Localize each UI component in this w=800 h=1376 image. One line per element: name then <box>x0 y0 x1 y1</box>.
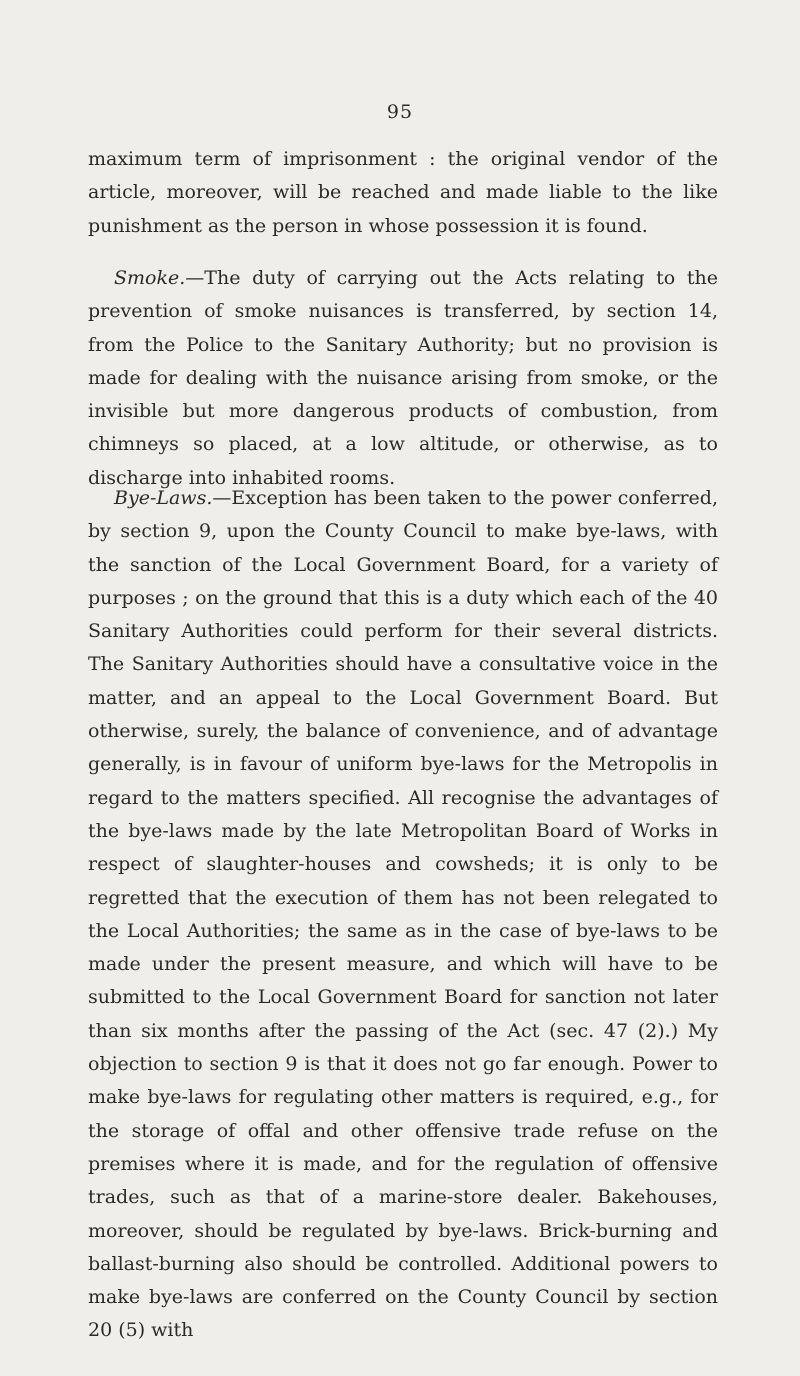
paragraph-smoke <box>88 262 718 495</box>
paragraph-bye-laws-body <box>88 482 718 1348</box>
paragraph-continuation <box>88 143 718 243</box>
paragraph-smoke-text: —The duty of carrying out the Acts relating to the prevention of smoke nuisances is transferred, by section 14, from the Police to the Sanitary Authority; but no provision is made for dealing with the nuisance arising from smoke, or the invisible but more dangerous products of combustion, from chimneys so placed, at a low altitude, or otherwise, as to discharge into inhabited rooms. <box>88 267 718 489</box>
page-number: 95 <box>386 101 414 123</box>
section-heading-bye-laws: Bye-Laws. <box>114 487 213 509</box>
paragraph-bye-laws <box>88 482 718 1348</box>
paragraph-bye-laws-text: —Exception has been taken to the power conferred, by section 9, upon the County Council to make bye-laws, with the sanction of the Local Government Board, for a variety of purposes ; on the ground that this is a duty which each of the 40 Sanitary Authorities could perform for their several districts. The Sanitary Authorities should have a consultative voice in the matter, and an appeal to the Local Government Board. But otherwise, surely, the balance of convenience, and of advantage generally, is in favour of uniform bye-laws for the Metropolis in regard to the matters specified. All recognise the advantages of the bye-laws made by the late Metropolitan Board of Works in respect of slaughter-houses and cowsheds; it is only to be regretted that the execution of them has not been relegated to the Local Authorities; the same as in the case of bye-laws to be made under the present measure, and which will have to be submitted to the Local Government Board for sanction not later than six months after the passing of the Act (sec. 47 (2).) My objection to section 9 is that it does not go far enough. Power to make bye-laws for regulating other matters is required, e.g., for the storage of offal and other offensive trade refuse on the premises where it is made, and for the regulation of offensive trades, such as that of a marine-store dealer. Bakehouses, moreover, should be regulated by bye-laws. Brick-burning and ballast-burning also should be controlled. Additional powers to make bye-laws are conferred on the County Council by section 20 (5) with <box>88 487 718 1342</box>
section-heading-smoke: Smoke. <box>114 267 186 289</box>
paragraph-text: maximum term of imprisonment : the original vendor of the article, moreover, will be reached and made liable to the like punishment as the person in whose possession it is found. <box>88 148 718 237</box>
paragraph-smoke-body <box>88 262 718 495</box>
